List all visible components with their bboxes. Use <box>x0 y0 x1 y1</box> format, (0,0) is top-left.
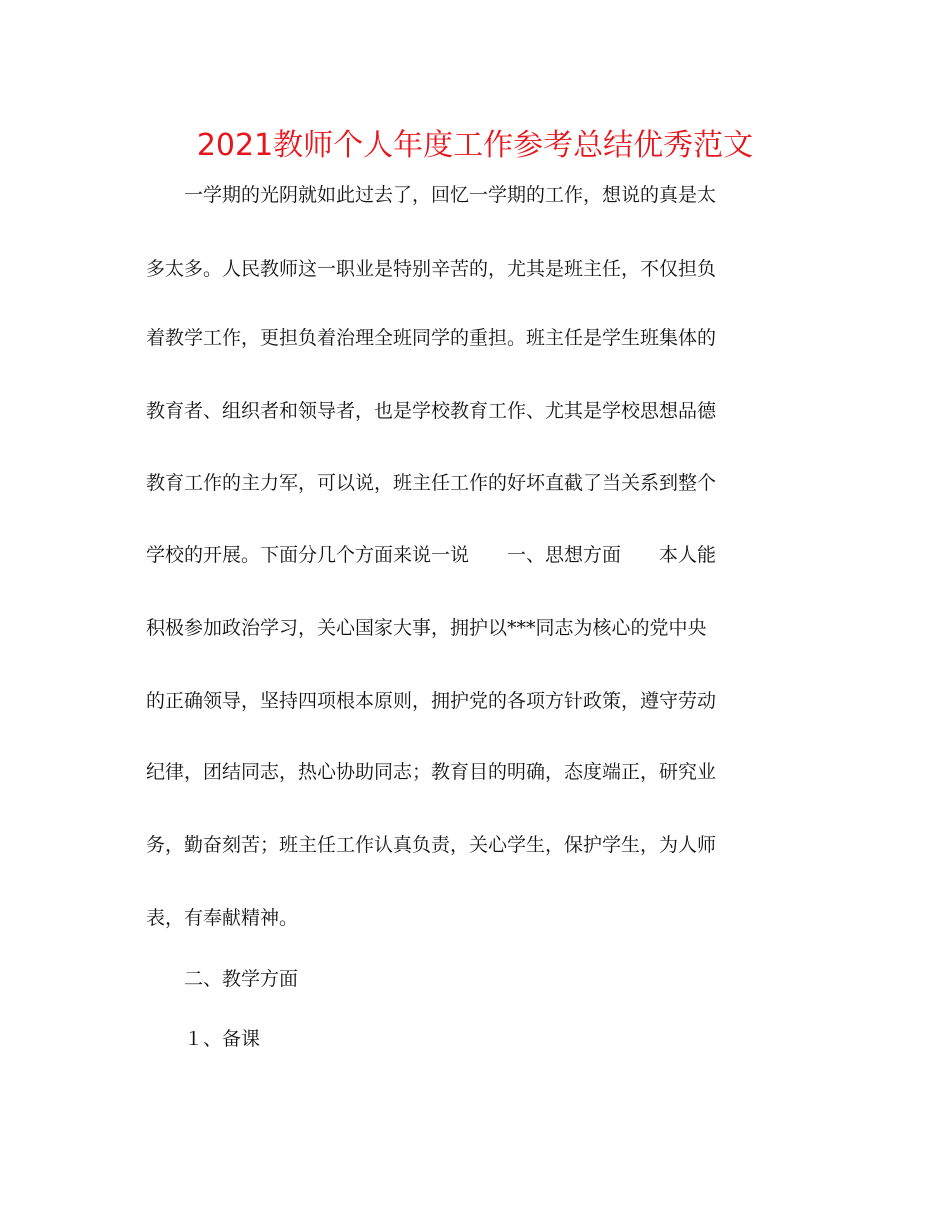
body-line-1: 一学期的光阴就如此过去了，回忆一学期的工作，想说的真是太 <box>146 184 717 206</box>
body-line-9: 纪律，团结同志，热心协助同志；教育目的明确，态度端正，研究业 <box>146 761 717 783</box>
document-title: 2021教师个人年度工作参考总结优秀范文 <box>196 128 754 163</box>
body-line-4: 教育者、组织者和领导者，也是学校教育工作、尤其是学校思想品德 <box>146 400 717 422</box>
body-line-3: 着教学工作，更担负着治理全班同学的重担。班主任是学生班集体的 <box>146 327 717 349</box>
body-line-7: 积极参加政治学习，关心国家大事，拥护以***同志为核心的党中央 <box>146 617 707 639</box>
section-heading-teaching: 二、教学方面 <box>146 968 299 990</box>
body-line-8: 的正确领导，坚持四项根本原则，拥护党的各项方针政策，遵守劳动 <box>146 690 717 712</box>
body-line-5: 教育工作的主力军，可以说，班主任工作的好坏直截了当关系到整个 <box>146 472 717 494</box>
body-line-2: 多太多。人民教师这一职业是特别辛苦的，尤其是班主任，不仅担负 <box>146 258 717 280</box>
body-line-10: 务，勤奋刻苦；班主任工作认真负责，关心学生，保护学生，为人师 <box>146 834 717 856</box>
subsection-heading-lesson-prep: １、备课 <box>146 1028 261 1050</box>
body-line-11: 表，有奉献精神。 <box>146 907 299 929</box>
body-line-6: 学校的开展。下面分几个方面来说一说 一、思想方面 本人能 <box>146 544 717 566</box>
